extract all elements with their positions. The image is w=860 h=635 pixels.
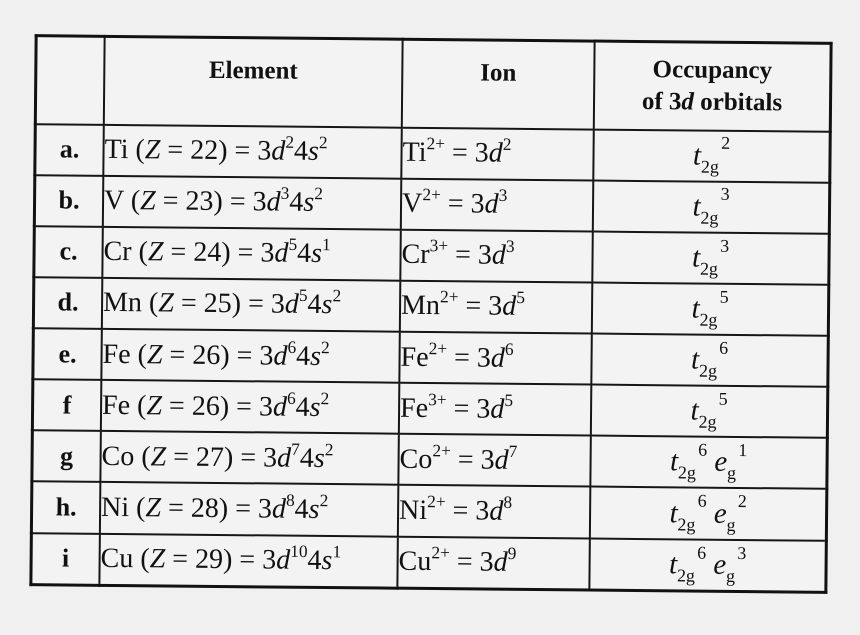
t-symbol: t [690, 394, 699, 427]
atomic-number-symbol: Z [146, 338, 163, 371]
equals-sign: = [449, 546, 480, 578]
paren-open: ( [141, 287, 159, 319]
equals-sign: = [232, 544, 263, 576]
equals-sign: = [458, 290, 489, 323]
ion-configuration [401, 178, 593, 231]
orbital-occupancy [592, 231, 829, 284]
shell-3: 3 [262, 442, 278, 474]
ion-d-electrons: 3 [498, 186, 508, 206]
shell-4: 4 [294, 493, 309, 525]
ion-charge: 2+ [439, 287, 459, 307]
ion-d-electrons: 3 [505, 237, 515, 257]
s-electrons: 2 [314, 184, 324, 204]
equals-sign: = [233, 442, 264, 474]
table-row [34, 226, 829, 285]
ion-charge: 2+ [428, 338, 448, 358]
row-label: h. [31, 482, 100, 534]
equals-sign: = [447, 239, 478, 271]
t-symbol: t [691, 241, 701, 274]
orbital-d: d [490, 342, 506, 374]
element-configuration [99, 533, 397, 588]
row-label: d. [33, 277, 102, 329]
atomic-number-symbol: Z [139, 185, 156, 217]
t2g-term [669, 490, 707, 535]
shell-4: 4 [289, 186, 304, 218]
shell-3: 3 [270, 288, 285, 321]
orbital-d: d [271, 493, 287, 525]
orbital-occupancy [590, 487, 827, 540]
shell-4: 4 [307, 545, 322, 577]
ion-charge: 3+ [429, 236, 449, 256]
shell-4: 4 [295, 340, 311, 372]
shell-3: 3 [480, 444, 495, 476]
shell-3: 3 [259, 339, 274, 372]
orbital-d: d [493, 546, 508, 579]
d-electrons: 7 [291, 439, 300, 459]
shell-3: 3 [477, 239, 492, 271]
orbital-s: s [313, 442, 325, 474]
header-occupancy-line2-suffix: orbitals [693, 88, 783, 117]
paren-close: ) [218, 135, 228, 167]
paren-close: ) [218, 493, 229, 525]
orbital-d: d [484, 188, 499, 220]
orbital-s: s [309, 340, 322, 372]
element-symbol: Fe [102, 338, 131, 370]
equals-sign: = [160, 134, 191, 166]
element-configuration [103, 175, 401, 229]
t2g-count: 6 [698, 439, 708, 460]
ion-configuration [401, 127, 593, 180]
t-symbol: t [669, 496, 678, 529]
table-row [32, 379, 827, 438]
t-symbol: t [692, 190, 701, 223]
paren-open: ( [131, 236, 149, 268]
element-configuration [102, 278, 400, 332]
shell-3: 3 [257, 135, 272, 167]
e-symbol: e [713, 497, 727, 530]
t2g-term [692, 184, 730, 228]
shell-3: 3 [474, 137, 489, 169]
element-configuration [100, 482, 398, 536]
t2g-count: 5 [718, 388, 728, 409]
ion-charge: 2+ [422, 185, 441, 205]
t2g-term [668, 542, 707, 586]
ion-d-electrons: 5 [504, 390, 514, 410]
equals-sign: = [440, 188, 471, 220]
atomic-number-symbol: Z [147, 236, 164, 268]
element-symbol: Ni [100, 491, 130, 524]
ion-charge: 3+ [428, 389, 447, 410]
ion-configuration [400, 281, 592, 334]
equals-sign: = [450, 444, 481, 476]
equals-sign: = [240, 288, 271, 320]
element-symbol: V [103, 185, 124, 217]
ion-configuration [399, 332, 591, 385]
orbital-d: d [274, 237, 289, 269]
header-occupancy-line2-prefix: of 3 [641, 87, 682, 116]
equals-sign: = [227, 135, 258, 167]
atomic-number: 28 [190, 492, 219, 525]
row-label: f [32, 379, 101, 431]
equals-sign: = [444, 137, 475, 169]
t2g-subscript: 2g [699, 309, 718, 330]
eg-count: 1 [738, 440, 748, 461]
orbital-d: d [284, 289, 299, 321]
paren-close: ) [231, 288, 242, 320]
equals-sign: = [173, 288, 204, 320]
shell-4: 4 [296, 238, 312, 270]
atomic-number: 26 [191, 390, 220, 422]
atomic-number: 26 [192, 339, 221, 371]
t2g-term [692, 133, 731, 177]
eg-term [714, 440, 748, 484]
t2g-count: 3 [720, 235, 730, 256]
ion-symbol: Cr [401, 239, 430, 271]
e-symbol: e [714, 446, 728, 479]
equals-sign: = [160, 492, 191, 524]
orbital-occupancy [591, 385, 828, 438]
table-row [33, 328, 828, 387]
paren-open: ( [134, 441, 151, 473]
element-symbol: Mn [102, 287, 143, 319]
orbital-occupancy [593, 129, 830, 182]
header-row [35, 36, 831, 132]
orbital-s: s [309, 391, 321, 423]
table-row [32, 431, 827, 490]
atomic-number-symbol: Z [146, 390, 163, 422]
equals-sign: = [228, 493, 259, 525]
ion-symbol: Ni [398, 494, 428, 527]
shell-3: 3 [252, 186, 267, 218]
s-electrons: 2 [332, 286, 342, 306]
header-occupancy-line1: Occupancy [652, 55, 773, 85]
t2g-subscript: 2g [676, 565, 696, 586]
shell-3: 3 [488, 291, 503, 323]
atomic-number-symbol: Z [158, 287, 175, 320]
ion-symbol: Fe [399, 392, 429, 424]
paren-open: ( [128, 492, 146, 524]
equals-sign: = [446, 341, 478, 374]
eg-term [713, 491, 747, 535]
orbital-occupancy [589, 538, 826, 592]
equals-sign: = [230, 237, 261, 269]
ion-charge: 2+ [426, 134, 446, 154]
t2g-subscript: 2g [699, 258, 719, 279]
element-symbol: Cu [100, 543, 134, 575]
orbital-d: d [491, 239, 506, 272]
table-body [31, 124, 830, 593]
atomic-number: 27 [195, 441, 225, 473]
shell-3: 3 [476, 342, 492, 374]
t2g-count: 6 [719, 337, 729, 358]
row-label: g [32, 431, 101, 483]
shell-3: 3 [260, 237, 275, 269]
t2g-count: 6 [697, 490, 707, 511]
element-symbol: Fe [101, 389, 131, 421]
d-electrons: 5 [298, 286, 308, 306]
paren-close: ) [220, 339, 230, 371]
header-element [104, 36, 403, 127]
element-symbol: Co [101, 440, 135, 473]
eg-subscript: g [726, 463, 737, 484]
row-label: b. [34, 175, 103, 227]
shell-3: 3 [476, 393, 491, 425]
ion-symbol: V [401, 187, 423, 220]
d-electrons: 3 [280, 183, 290, 204]
orbital-d: d [275, 544, 291, 576]
header-occupancy-line2-d: d [681, 88, 695, 116]
orbital-d: d [271, 135, 286, 167]
ion-charge: 2+ [432, 441, 451, 461]
e-symbol: e [713, 548, 727, 581]
row-label: a. [35, 124, 104, 176]
shell-4: 4 [293, 135, 309, 167]
orbital-s: s [310, 238, 323, 270]
t-symbol: t [669, 445, 679, 478]
ion-configuration [400, 229, 592, 282]
t2g-count: 6 [697, 542, 707, 563]
shell-3: 3 [257, 493, 273, 525]
element-configuration [101, 329, 399, 383]
orbital-d: d [488, 137, 503, 169]
equals-sign: = [228, 390, 260, 423]
t-symbol: t [691, 292, 700, 325]
atomic-number: 23 [185, 185, 214, 218]
equals-sign: = [162, 339, 193, 371]
shell-3: 3 [475, 495, 490, 527]
ion-charge: 2+ [431, 543, 450, 563]
header-ion [402, 39, 595, 129]
t2g-subscript: 2g [700, 156, 720, 177]
atomic-number: 25 [203, 288, 232, 320]
t2g-subscript: 2g [698, 411, 717, 433]
equals-sign: = [446, 392, 477, 425]
electron-configuration-table [29, 34, 832, 594]
atomic-number-symbol: Z [145, 492, 162, 524]
element-symbol: Ti [104, 133, 129, 166]
equals-sign: = [222, 186, 253, 218]
t-symbol: t [690, 343, 700, 376]
t-symbol: t [668, 548, 678, 581]
equals-sign: = [155, 185, 186, 217]
t2g-term [690, 337, 729, 381]
t2g-subscript: 2g [700, 207, 719, 228]
paren-open: ( [123, 185, 141, 217]
s-electrons: 1 [332, 542, 342, 562]
orbital-d: d [490, 393, 505, 425]
eg-subscript: g [725, 565, 736, 586]
ion-d-electrons: 5 [516, 288, 526, 308]
header-occupancy [594, 41, 831, 131]
paren-close: ) [213, 186, 223, 218]
ion-configuration [398, 485, 590, 538]
orbital-d: d [272, 391, 288, 423]
atomic-number-symbol: Z [149, 543, 166, 575]
row-label: i [31, 533, 100, 586]
ion-symbol: Co [399, 443, 433, 475]
paren-open: ( [130, 338, 148, 370]
orbital-occupancy [593, 180, 830, 233]
element-symbol: Cr [103, 236, 132, 268]
orbital-d: d [489, 495, 504, 527]
ion-configuration [399, 383, 591, 436]
s-electrons: 2 [321, 337, 330, 357]
atomic-number: 24 [193, 237, 222, 269]
paren-close: ) [219, 390, 230, 422]
orbital-occupancy [592, 282, 829, 335]
paren-open: ( [129, 389, 147, 422]
ion-symbol: Fe [400, 341, 429, 373]
s-electrons: 1 [321, 235, 331, 255]
s-electrons: 2 [320, 388, 330, 408]
eg-subscript: g [726, 514, 736, 535]
ion-d-electrons: 6 [504, 339, 514, 359]
orbital-s: s [307, 135, 320, 167]
ion-configuration [397, 536, 589, 590]
shell-3: 3 [470, 188, 485, 220]
eg-count: 2 [737, 491, 747, 512]
d-electrons: 2 [285, 132, 295, 152]
element-configuration [102, 227, 400, 281]
t2g-term [691, 286, 729, 330]
ion-d-electrons: 2 [502, 134, 512, 155]
table-row [33, 277, 828, 336]
orbital-d: d [273, 340, 288, 372]
t2g-count: 2 [721, 133, 731, 154]
ion-symbol: Cu [398, 546, 432, 578]
paren-close: ) [222, 544, 233, 576]
equals-sign: = [445, 495, 476, 527]
atomic-number: 22 [190, 134, 219, 167]
orbital-s: s [321, 289, 333, 321]
eg-count: 3 [737, 542, 747, 563]
t2g-subscript: 2g [698, 360, 718, 381]
equals-sign: = [161, 390, 192, 422]
d-electrons: 6 [287, 337, 297, 357]
shell-3: 3 [479, 546, 494, 578]
atomic-number-symbol: Z [150, 441, 167, 473]
table-row [31, 482, 826, 541]
table-row [35, 124, 830, 183]
element-configuration [101, 380, 399, 434]
t-symbol: t [692, 139, 702, 172]
element-configuration [100, 431, 398, 485]
s-electrons: 2 [318, 133, 328, 153]
equals-sign: = [229, 339, 260, 371]
orbital-d: d [266, 186, 281, 218]
atomic-number-symbol: Z [144, 134, 161, 166]
orbital-d: d [502, 291, 517, 323]
orbital-s: s [303, 186, 315, 219]
d-electrons: 10 [290, 542, 308, 562]
orbital-s: s [308, 493, 320, 525]
paren-open: ( [128, 134, 145, 166]
ion-d-electrons: 7 [508, 441, 518, 461]
orbital-d: d [494, 444, 509, 476]
shell-3: 3 [258, 391, 274, 423]
shell-4: 4 [299, 442, 314, 474]
ion-d-electrons: 9 [507, 544, 517, 564]
s-electrons: 2 [324, 440, 334, 460]
table-row [34, 175, 829, 234]
t2g-count: 3 [720, 184, 730, 205]
shell-4: 4 [307, 289, 322, 321]
t2g-count: 5 [719, 286, 729, 307]
header-label-cell [35, 36, 104, 125]
equals-sign: = [166, 441, 197, 473]
d-electrons: 5 [288, 235, 298, 255]
s-electrons: 2 [319, 491, 329, 511]
t2g-subscript: 2g [677, 514, 696, 535]
header-ion-text: Ion [480, 59, 517, 87]
ion-d-electrons: 8 [503, 492, 513, 513]
paren-close: ) [221, 237, 231, 269]
shell-4: 4 [295, 391, 310, 423]
paren-open: ( [133, 543, 150, 575]
orbital-d: d [276, 442, 292, 474]
ion-symbol: Ti [402, 136, 427, 169]
orbital-occupancy [591, 334, 828, 387]
row-label: c. [34, 226, 103, 278]
ion-symbol: Mn [400, 290, 441, 322]
eg-term [713, 542, 747, 586]
equals-sign: = [165, 543, 196, 576]
t2g-term [669, 439, 708, 484]
ion-configuration [398, 434, 590, 487]
t2g-subscript: 2g [677, 462, 697, 484]
equals-sign: = [163, 236, 194, 269]
table-row [31, 533, 826, 593]
element-configuration [103, 124, 401, 178]
t2g-term [691, 235, 730, 279]
atomic-number: 29 [194, 544, 224, 576]
orbital-s: s [321, 545, 333, 577]
orbital-occupancy [590, 436, 827, 489]
ion-charge: 2+ [427, 492, 446, 512]
row-label: e. [33, 328, 102, 380]
d-electrons: 6 [286, 388, 296, 408]
paren-close: ) [223, 441, 234, 474]
t2g-term [690, 388, 728, 433]
d-electrons: 8 [285, 490, 295, 510]
shell-3: 3 [261, 544, 277, 576]
header-element-text: Element [208, 56, 298, 85]
